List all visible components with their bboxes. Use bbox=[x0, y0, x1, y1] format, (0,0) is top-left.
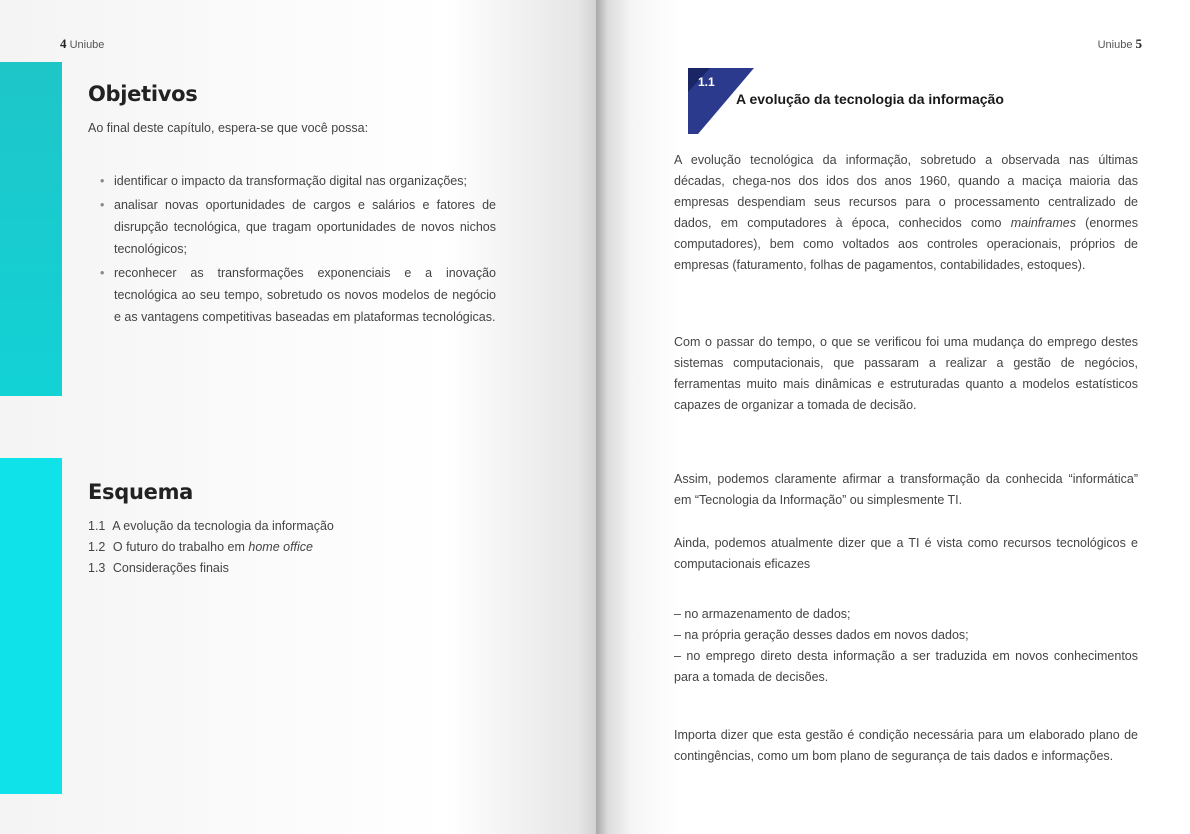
right-page-number: 5 bbox=[1135, 36, 1142, 51]
objective-item: • identificar o impacto da transformação digital nas organizações; bbox=[100, 170, 496, 192]
schema-item-text: Considerações finais bbox=[112, 561, 229, 575]
schema-item-number: 1.2 bbox=[88, 540, 106, 554]
paragraph-1-start: A evolução tecnológica da informação, sobretudo a observada nas últimas décadas, chega-nos dos idos dos anos 1960, quando a maciça maioria das empresas despendiam seus recursos para o processamento centralizado de dados, em computadores à época, conhecidos como bbox=[674, 153, 1138, 230]
objectives-title: Objetivos bbox=[88, 82, 198, 106]
schema-accent-bar bbox=[0, 458, 62, 794]
schema-item bbox=[88, 516, 334, 537]
section-title: A evolução da tecnologia da informação bbox=[736, 91, 1004, 107]
paragraph-4: Ainda, podemos atualmente dizer que a TI é vista como recursos tecnológicos e computacionais eficazes bbox=[674, 536, 1138, 571]
right-running-title: Uniube bbox=[1097, 39, 1133, 51]
paragraph-1-end: (enormes computadores), bem como voltados aos controles operacionais, próprios de empresas (faturamento, folhas de pagamentos, contabilidades, estoques). bbox=[674, 216, 1138, 272]
section-number: 1.1 bbox=[698, 75, 715, 89]
dash-item: – no armazenamento de dados; bbox=[674, 607, 851, 621]
paragraph-3: Assim, podemos claramente afirmar a transformação da conhecida “informática” em “Tecnologia da Informação” ou simplesmente TI. bbox=[674, 472, 1138, 507]
right-running-header bbox=[1098, 36, 1142, 52]
objective-item: • analisar novas oportunidades de cargos e salários e fatores de disrupção tecnológica, que tragam oportunidades de novos nichos tecnológicos; bbox=[100, 194, 496, 260]
dash-item: – na própria geração desses dados em novos dados; bbox=[674, 628, 969, 642]
schema-item-text: O futuro do trabalho em bbox=[112, 540, 249, 554]
objectives-intro: Ao final deste capítulo, espera-se que você possa: bbox=[88, 121, 369, 135]
dash-item: – no emprego direto desta informação a ser traduzida em novos conhecimentos para a tomada de decisões. bbox=[674, 649, 1138, 684]
paragraph-5: Importa dizer que esta gestão é condição necessária para um elaborado plano de contingências, como um bom plano de segurança de tais dados e informações. bbox=[674, 728, 1138, 763]
schema-item-emphasis: home office bbox=[248, 540, 313, 554]
schema-list bbox=[88, 516, 334, 579]
right-page bbox=[596, 0, 1190, 834]
schema-item-number: 1.3 bbox=[88, 561, 106, 575]
left-running-title: Uniube bbox=[69, 39, 105, 51]
paragraph-1 bbox=[674, 150, 1138, 276]
paragraph-2: Com o passar do tempo, o que se verificou foi uma mudança do emprego destes sistemas computacionais, que passaram a realizar a gestão de negócios, ferramentas muito mais dinâmicas e estruturadas quanto a modelos estatísticos capazes de organizar a tomada de decisão. bbox=[674, 335, 1138, 412]
schema-item bbox=[88, 537, 334, 558]
dash-list bbox=[674, 604, 1138, 688]
schema-item bbox=[88, 558, 334, 579]
schema-item-number: 1.1 bbox=[88, 519, 106, 533]
objectives-list bbox=[100, 170, 496, 330]
objectives-accent-bar bbox=[0, 62, 62, 396]
paragraph-1-emphasis: mainframes bbox=[1010, 216, 1076, 230]
schema-item-text: A evolução da tecnologia da informação bbox=[112, 519, 334, 533]
objective-item: • reconhecer as transformações exponenciais e a inovação tecnológica ao seu tempo, sobretudo os novos modelos de negócio e as vantagens competitivas baseadas em plataformas tecnológicas. bbox=[100, 262, 496, 328]
left-running-header bbox=[60, 36, 104, 52]
left-page-number: 4 bbox=[60, 36, 67, 51]
schema-title: Esquema bbox=[88, 480, 194, 504]
